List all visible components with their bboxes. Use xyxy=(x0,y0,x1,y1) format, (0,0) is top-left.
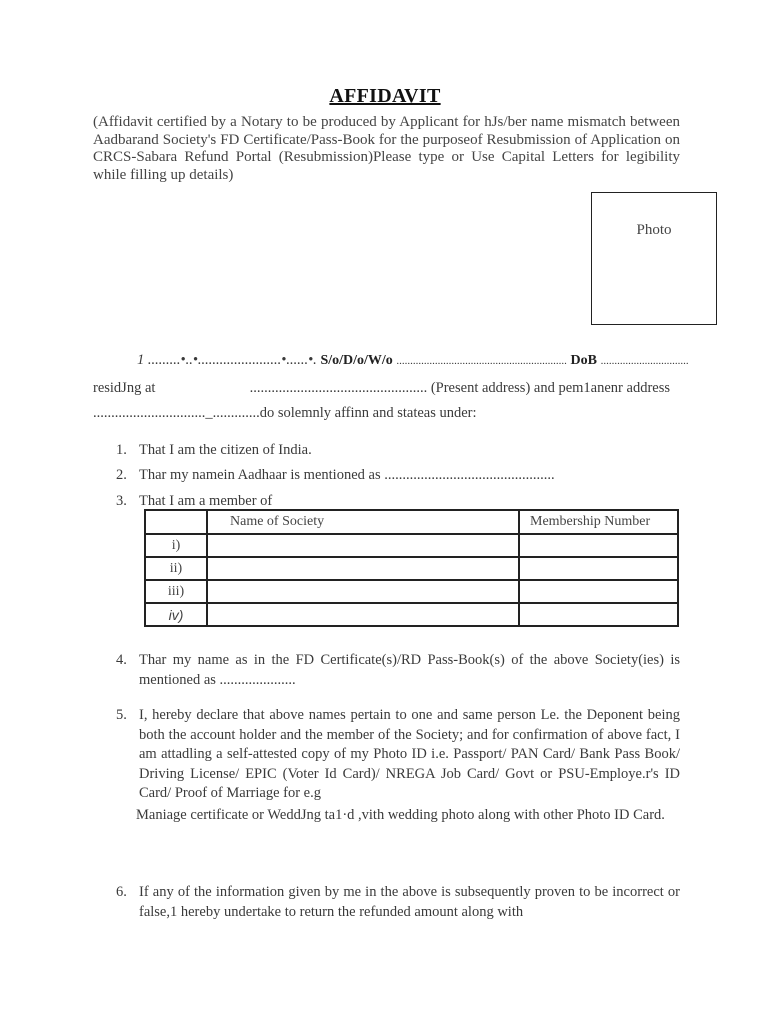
row-label: iv) xyxy=(145,603,207,626)
item-text: That I am a member of xyxy=(139,493,273,509)
declarant-line xyxy=(137,352,689,369)
membership-number-cell xyxy=(519,557,678,580)
dob-blank: ................................ xyxy=(600,355,689,367)
item-number: 6. xyxy=(116,884,127,900)
document-title: AFFIDAVIT xyxy=(329,85,441,107)
item-number: 2. xyxy=(116,467,127,483)
item-text: Thar my name as in the FD Certificate(s)/RD Pass-Book(s) of the above Society(ies) is mentioned as ..................... xyxy=(139,652,680,688)
photo-label: Photo xyxy=(636,222,672,238)
item-number: 1. xyxy=(116,442,127,458)
row-label: iii) xyxy=(145,580,207,603)
address-blank: ................................................. (Present address) and pem1anenr address xyxy=(249,380,670,396)
list-item xyxy=(116,651,680,690)
society-name-cell xyxy=(207,580,519,603)
list-item xyxy=(116,466,680,486)
membership-number-cell xyxy=(519,580,678,603)
table-header-cell: Name of Society xyxy=(207,510,519,534)
table-header-cell: Membership Number xyxy=(519,510,678,534)
item-text: That I am the citizen of India. xyxy=(139,442,312,458)
membership-number-cell xyxy=(519,534,678,557)
item-number: 4. xyxy=(116,652,127,668)
table-row xyxy=(145,534,678,557)
row-label: i) xyxy=(145,534,207,557)
table-row xyxy=(145,580,678,603)
society-name-cell xyxy=(207,557,519,580)
address-line xyxy=(93,380,670,397)
list-item xyxy=(116,883,680,922)
table-row xyxy=(145,557,678,580)
name-blank: 1 .........•..•.......................•......•. xyxy=(137,352,317,368)
relation-blank: .............................................................. xyxy=(396,355,567,367)
photo-box xyxy=(591,192,717,325)
society-name-cell xyxy=(207,534,519,557)
row-label: ii) xyxy=(145,557,207,580)
dob-label: DoB xyxy=(570,353,597,368)
item-number: 3. xyxy=(116,493,127,509)
item-number: 5. xyxy=(116,707,127,723)
item-text: If any of the information given by me in the above is subsequently proven to be incorrect or false,1 hereby undertake to return the refunded amount along with xyxy=(139,884,680,920)
society-table xyxy=(144,509,679,627)
society-name-cell xyxy=(207,603,519,626)
table-header-cell xyxy=(145,510,207,534)
table-row xyxy=(145,603,678,626)
item-text: I, hereby declare that above names pertain to one and same person Le. the Deponent being both the account holder and the member of the Society; and for confirmation of above fact, I am attadling a self-attested copy of my Photo ID i.e. Passport/ PAN Card/ Bank Pass Book/ Driving License/ EPIC (Voter Id Card)/ NREGA Job Card/ Govt or PSU-Employe.r's ID Card/ Proof of Marriage for e.g xyxy=(139,707,680,801)
item-text: Thar my namein Aadhaar is mentioned as ............................................... xyxy=(139,467,555,483)
list-item xyxy=(116,706,680,825)
list-item xyxy=(116,441,680,461)
relation-label: S/o/D/o/W/o xyxy=(320,353,393,368)
intro-paragraph: (Affidavit certified by a Notary to be produced by Applicant for hJs/ber name mismatch between Aadbarand Society's FD Certificate/Pass-Book for the purposeof Resubmission of Application on CRCS-Sabara Refund Portal (Resubmission)Please type or Use Capital Letters for legibility while filling up details) xyxy=(93,114,680,183)
table-header-row xyxy=(145,510,678,534)
residing-label: residJng at xyxy=(93,380,156,396)
solemn-line: ..............................._.............do solemnly affinn and stateas under: xyxy=(93,405,477,421)
item-text-continued: Maniage certificate or WeddJng ta1·d ,vith wedding photo along with other Photo ID Card. xyxy=(136,806,665,823)
membership-number-cell xyxy=(519,603,678,626)
